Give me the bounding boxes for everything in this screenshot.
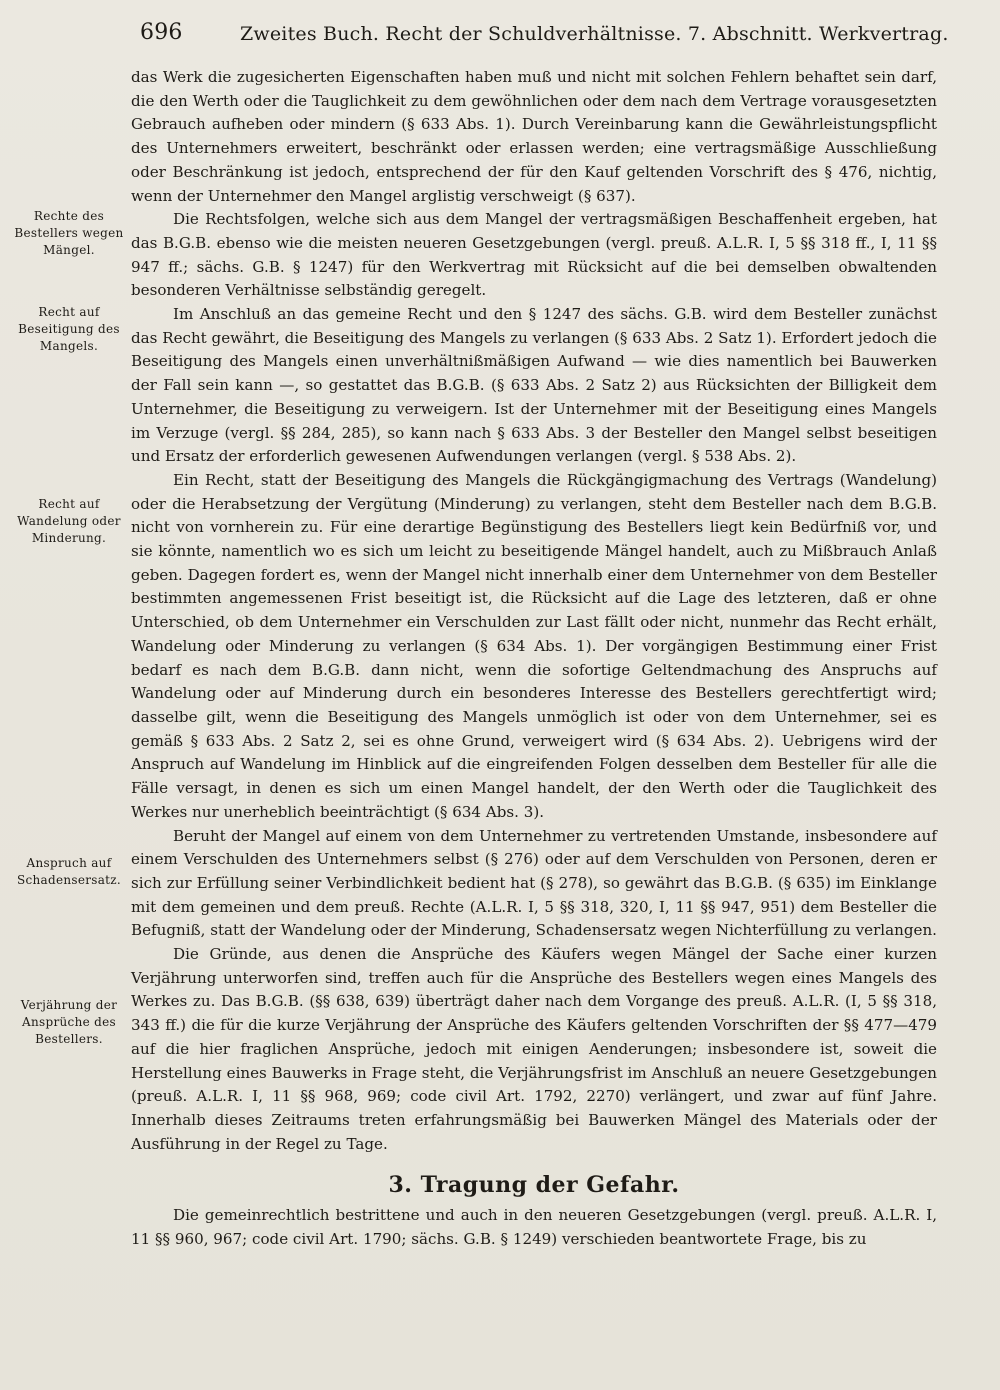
margin-note-recht-auf-beseitigung: Recht auf Beseitigung des Mangels. (18, 305, 120, 353)
paragraph: Ein Recht, statt der Beseitigung des Mangels die Rückgängigmachung des Vertrags (Wandelung) oder die Herabsetzung der Vergütung (Minderung) zu verlangen, steht dem Besteller nach dem B.G.B. nicht von vornherein zu. Für eine derartige Begünstigung des Bestellers liegt kein Bedürfniß vor, und sie könnte, namentlich wo es sich um leicht zu beseitigende Mängel handelt, auch zu Mißbrauch Anlaß geben. Dagegen fordert es, wenn der Mangel nicht innerhalb einer dem Unternehmer von dem Besteller bestimmten angemessenen Frist beseitigt ist, die Rücksicht auf die Lage des letzteren, daß er ohne Unterschied, ob dem Unternehmer ein Verschulden zur Last fällt oder nicht, nunmehr das Recht erhält, Wandelung oder Minderung zu verlangen (§ 634 Abs. 1). Der vorgängigen Bestimmung einer Frist bedarf es nach dem B.G.B. dann nicht, wenn die sofortige Geltendmachung des Anspruchs auf Wandelung oder auf Minderung durch ein besonderes Interesse des Bestellers gerechtfertigt wird; dasselbe gilt, wenn die Beseitigung des Mangels unmöglich ist oder von dem Unternehmer, sei es gemäß § 633 Abs. 2 Satz 2, sei es ohne Grund, verweigert wird (§ 634 Abs. 2). Uebrigens wird der Anspruch auf Wandelung im Hinblick auf die eingreifenden Folgen desselben dem Besteller für alle die Fälle versagt, in denen es sich um einen Mangel handelt, der den Werth oder die Tauglichkeit des Werkes nur unerheblich beeinträchtigt (§ 634 Abs. 3). (131, 470, 937, 821)
body-text (131, 66, 937, 1252)
section-heading: 3. Tragung der Gefahr. (388, 1172, 680, 1199)
paragraph: das Werk die zugesicherten Eigenschaften haben muß und nicht mit solchen Fehlern behaftet sein darf, die den Werth oder die Tauglichkeit zu dem gewöhnlichen oder dem nach dem Vertrage vorausgesetzten Gebrauch aufheben oder mindern (§ 633 Abs. 1). Durch Vereinbarung kann die Gewährleistungspflicht des Unternehmers erweitert, beschränkt oder erlassen werden; eine vertragsmäßige Ausschließung oder Beschränkung ist jedoch, entsprechend der für den Kauf geltenden Vorschrift des § 476, nichtig, wenn der Unternehmer den Mangel arglistig verschweigt (§ 637). (131, 68, 937, 205)
paragraph: Beruht der Mangel auf einem von dem Unternehmer zu vertretenden Umstande, insbesondere auf einem Verschulden des Unternehmers selbst (§ 276) oder auf dem Verschulden von Personen, deren er sich zur Erfüllung seiner Verbindlichkeit bedient hat (§ 278), so gewährt das B.G.B. (§ 635) im Einklange mit dem gemeinen und dem preuß. Rechte (A.L.R. I, 5 §§ 318, 320, I, 11 §§ 947, 951) dem Besteller die Befugniß, statt der Wandelung oder der Minderung, Schadensersatz wegen Nichterfüllung zu verlangen. (131, 826, 937, 940)
paragraph: Die Rechtsfolgen, welche sich aus dem Mangel der vertragsmäßigen Beschaffenheit ergeben, hat das B.G.B. ebenso wie die meisten neueren Gesetzgebungen (vergl. preuß. A.L.R. I, 5 §§ 318 ff., I, 11 §§ 947 ff.; sächs. G.B. § 1247) für den Werkvertrag mit Rücksicht auf die bei demselben obwaltenden besonderen Verhältnisse selbständig geregelt. (131, 210, 937, 300)
margin-note-verjaehrung: Verjährung der Ansprüche des Bestellers. (20, 998, 118, 1046)
paragraph: Die Gründe, aus denen die Ansprüche des Käufers wegen Mängel der Sache einer kurzen Verjährung unterworfen sind, treffen auch für die Ansprüche des Bestellers wegen eines Mangels des Werkes zu. Das B.G.B. (§§ 638, 639) überträgt daher nach dem Vorgange des preuß. A.L.R. (I, 5 §§ 318, 343 ff.) die für die kurze Verjährung der Ansprüche des Käufers geltenden Vorschriften der §§ 477—479 auf die hier fraglichen Ansprüche, jedoch mit einigen Aenderungen; insbesondere ist, soweit die Herstellung eines Bauwerks in Frage steht, die Verjährungsfrist im Anschluß an neuere Gesetzgebungen (preuß. A.L.R. I, 11 §§ 968, 969; code civil Art. 1792, 2270) verlängert, und zwar auf fünf Jahre. Innerhalb dieses Zeitraums treten erfahrungsmäßig bei Bauwerken Mängel des Materials oder der Ausführung in der Regel zu Tage. (131, 945, 937, 1153)
paragraph: Im Anschluß an das gemeine Recht und den § 1247 des sächs. G.B. wird dem Besteller zunächst das Recht gewährt, die Beseitigung des Mangels zu verlangen (§ 633 Abs. 2 Satz 1). Erfordert jedoch die Beseitigung des Mangels einen unverhältnißmäßigen Aufwand — wie dies namentlich bei Bauwerken der Fall sein kann —, so gestattet das B.G.B. (§ 633 Abs. 2 Satz 2) aus Rücksichten der Billigkeit dem Unternehmer, die Beseitigung zu verweigern. Ist der Unternehmer mit der Beseitigung eines Mangels im Verzuge (vergl. §§ 284, 285), so kann nach § 633 Abs. 3 der Besteller den Mangel selbst beseitigen und Ersatz der erforderlich gewesenen Aufwendungen verlangen (vergl. § 538 Abs. 2). (131, 305, 937, 466)
margin-note-recht-auf-wandelung: Recht auf Wandelung oder Minderung. (17, 497, 121, 545)
margin-note-rechte-des-bestellers: Rechte des Bestellers wegen Mängel. (14, 209, 124, 257)
page-number: 696 (140, 20, 183, 45)
paragraph: Die gemeinrechtlich bestrittene und auch in den neueren Gesetzgebungen (vergl. preuß. A.L.R. I, 11 §§ 960, 967; code civil Art. 1790; sächs. G.B. § 1249) verschieden beantwortete Frage, bis zu (131, 1206, 937, 1249)
running-title: Zweites Buch. Recht der Schuldverhältnisse. 7. Abschnitt. Werkvertrag. (240, 23, 949, 45)
margin-note-anspruch-auf-schadensersatz: Anspruch auf Schadensersatz. (16, 856, 122, 887)
running-header (132, 20, 962, 50)
